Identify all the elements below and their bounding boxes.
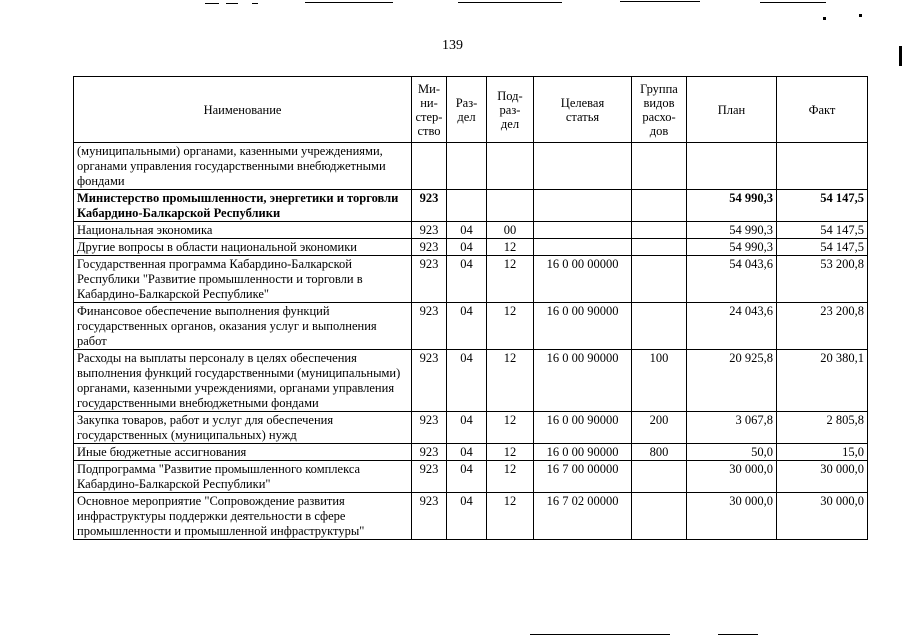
col-header-name: Наименование [74, 77, 412, 143]
col-header-section: Раз- дел [447, 77, 487, 143]
cell-name: Расходы на выплаты персоналу в целях обеспечения выполнения функций государственными (муниципальными) органами, казенными учреждениями, органами управления государственными внебюджетными фондами [74, 350, 412, 412]
table-row [74, 222, 868, 239]
cell-section: 04 [447, 350, 487, 412]
cell-target: 16 7 00 00000 [534, 461, 632, 493]
cell-name: Подпрограмма "Развитие промышленного комплекса Кабардино-Балкарской Республики" [74, 461, 412, 493]
cell-section: 04 [447, 444, 487, 461]
cell-plan: 30 000,0 [687, 461, 777, 493]
cell-group: 100 [632, 350, 687, 412]
cell-subsection: 12 [487, 350, 534, 412]
cell-ministry: 923 [412, 256, 447, 303]
scan-artifact-line [760, 2, 826, 3]
table-row [74, 412, 868, 444]
cell-ministry [412, 143, 447, 190]
cell-target: 16 0 00 90000 [534, 444, 632, 461]
table-row [74, 350, 868, 412]
cell-group [632, 493, 687, 540]
scan-artifact-dot [823, 17, 826, 20]
cell-fact: 23 200,8 [777, 303, 868, 350]
cell-section: 04 [447, 461, 487, 493]
cell-fact: 53 200,8 [777, 256, 868, 303]
cell-target: 16 0 00 90000 [534, 412, 632, 444]
cell-fact: 30 000,0 [777, 461, 868, 493]
table-row [74, 239, 868, 256]
cell-subsection: 12 [487, 412, 534, 444]
cell-ministry: 923 [412, 222, 447, 239]
cell-subsection: 12 [487, 303, 534, 350]
cell-group [632, 190, 687, 222]
col-header-target: Целевая статья [534, 77, 632, 143]
cell-group [632, 303, 687, 350]
cell-section [447, 143, 487, 190]
cell-ministry: 923 [412, 303, 447, 350]
cell-ministry: 923 [412, 444, 447, 461]
cell-subsection: 12 [487, 444, 534, 461]
cell-subsection: 12 [487, 239, 534, 256]
table-row [74, 461, 868, 493]
cell-name: Другие вопросы в области национальной экономики [74, 239, 412, 256]
cell-section: 04 [447, 412, 487, 444]
cell-ministry: 923 [412, 412, 447, 444]
cell-subsection [487, 190, 534, 222]
cell-ministry: 923 [412, 190, 447, 222]
cell-fact: 30 000,0 [777, 493, 868, 540]
cell-fact: 54 147,5 [777, 222, 868, 239]
cell-subsection: 12 [487, 493, 534, 540]
cell-name: (муниципальными) органами, казенными учреждениями, органами управления государственными внебюджетными фондами [74, 143, 412, 190]
col-header-fact: Факт [777, 77, 868, 143]
scan-artifact-line [718, 634, 758, 635]
cell-plan: 54 990,3 [687, 222, 777, 239]
cell-plan: 54 990,3 [687, 239, 777, 256]
cell-plan: 50,0 [687, 444, 777, 461]
cell-ministry: 923 [412, 239, 447, 256]
cell-target: 16 7 02 00000 [534, 493, 632, 540]
cell-name: Иные бюджетные ассигнования [74, 444, 412, 461]
cell-plan: 54 043,6 [687, 256, 777, 303]
scan-artifact-line [620, 1, 700, 2]
table-row [74, 444, 868, 461]
scan-artifact-dot [859, 14, 862, 17]
cell-plan: 20 925,8 [687, 350, 777, 412]
table-row [74, 256, 868, 303]
table-row [74, 303, 868, 350]
cell-target: 16 0 00 90000 [534, 303, 632, 350]
scan-artifact-line [226, 3, 238, 4]
cell-group: 200 [632, 412, 687, 444]
cell-fact: 20 380,1 [777, 350, 868, 412]
scan-artifact-line [458, 2, 562, 3]
cell-group [632, 256, 687, 303]
cell-subsection [487, 143, 534, 190]
cell-section: 04 [447, 256, 487, 303]
cell-ministry: 923 [412, 461, 447, 493]
scan-artifact-line [530, 634, 670, 635]
scan-artifact-line [205, 3, 219, 4]
cell-ministry: 923 [412, 493, 447, 540]
col-header-subsection: Под- раз- дел [487, 77, 534, 143]
cell-group [632, 222, 687, 239]
page-number: 139 [442, 38, 463, 53]
cell-group [632, 461, 687, 493]
cell-group [632, 143, 687, 190]
cell-plan [687, 143, 777, 190]
cell-group [632, 239, 687, 256]
scan-artifact-line [252, 3, 258, 4]
cell-subsection: 00 [487, 222, 534, 239]
budget-table [73, 76, 868, 540]
cell-ministry: 923 [412, 350, 447, 412]
col-header-ministry: Ми- ни- стер- ство [412, 77, 447, 143]
cell-section: 04 [447, 222, 487, 239]
cell-section [447, 190, 487, 222]
cell-plan: 24 043,6 [687, 303, 777, 350]
table-body [74, 143, 868, 540]
cell-target [534, 190, 632, 222]
cell-fact: 2 805,8 [777, 412, 868, 444]
table-row [74, 143, 868, 190]
cell-target: 16 0 00 90000 [534, 350, 632, 412]
cell-plan: 54 990,3 [687, 190, 777, 222]
table-header-row [74, 77, 868, 143]
cell-fact: 54 147,5 [777, 190, 868, 222]
cell-name: Финансовое обеспечение выполнения функций государственных органов, оказания услуг и выполнения работ [74, 303, 412, 350]
cell-name: Государственная программа Кабардино-Балкарской Республики "Развитие промышленности и торговли в Кабардино-Балкарской Республике" [74, 256, 412, 303]
cell-target [534, 239, 632, 256]
cell-subsection: 12 [487, 256, 534, 303]
scan-artifact-line [305, 2, 393, 3]
col-header-group: Группа видов расхо- дов [632, 77, 687, 143]
cell-name: Министерство промышленности, энергетики и торговли Кабардино-Балкарской Республики [74, 190, 412, 222]
cell-target [534, 143, 632, 190]
cell-target: 16 0 00 00000 [534, 256, 632, 303]
table-row [74, 190, 868, 222]
cell-fact: 54 147,5 [777, 239, 868, 256]
cell-group: 800 [632, 444, 687, 461]
cell-name: Основное мероприятие "Сопровождение развития инфраструктуры поддержки деятельности в сфере промышленности и промышленной инфраструктуры" [74, 493, 412, 540]
cell-plan: 30 000,0 [687, 493, 777, 540]
cell-fact: 15,0 [777, 444, 868, 461]
cell-plan: 3 067,8 [687, 412, 777, 444]
cell-name: Закупка товаров, работ и услуг для обеспечения государственных (муниципальных) нужд [74, 412, 412, 444]
cell-name: Национальная экономика [74, 222, 412, 239]
cell-fact [777, 143, 868, 190]
cell-section: 04 [447, 239, 487, 256]
cell-subsection: 12 [487, 461, 534, 493]
cell-section: 04 [447, 493, 487, 540]
cell-section: 04 [447, 303, 487, 350]
table-row [74, 493, 868, 540]
cell-target [534, 222, 632, 239]
col-header-plan: План [687, 77, 777, 143]
